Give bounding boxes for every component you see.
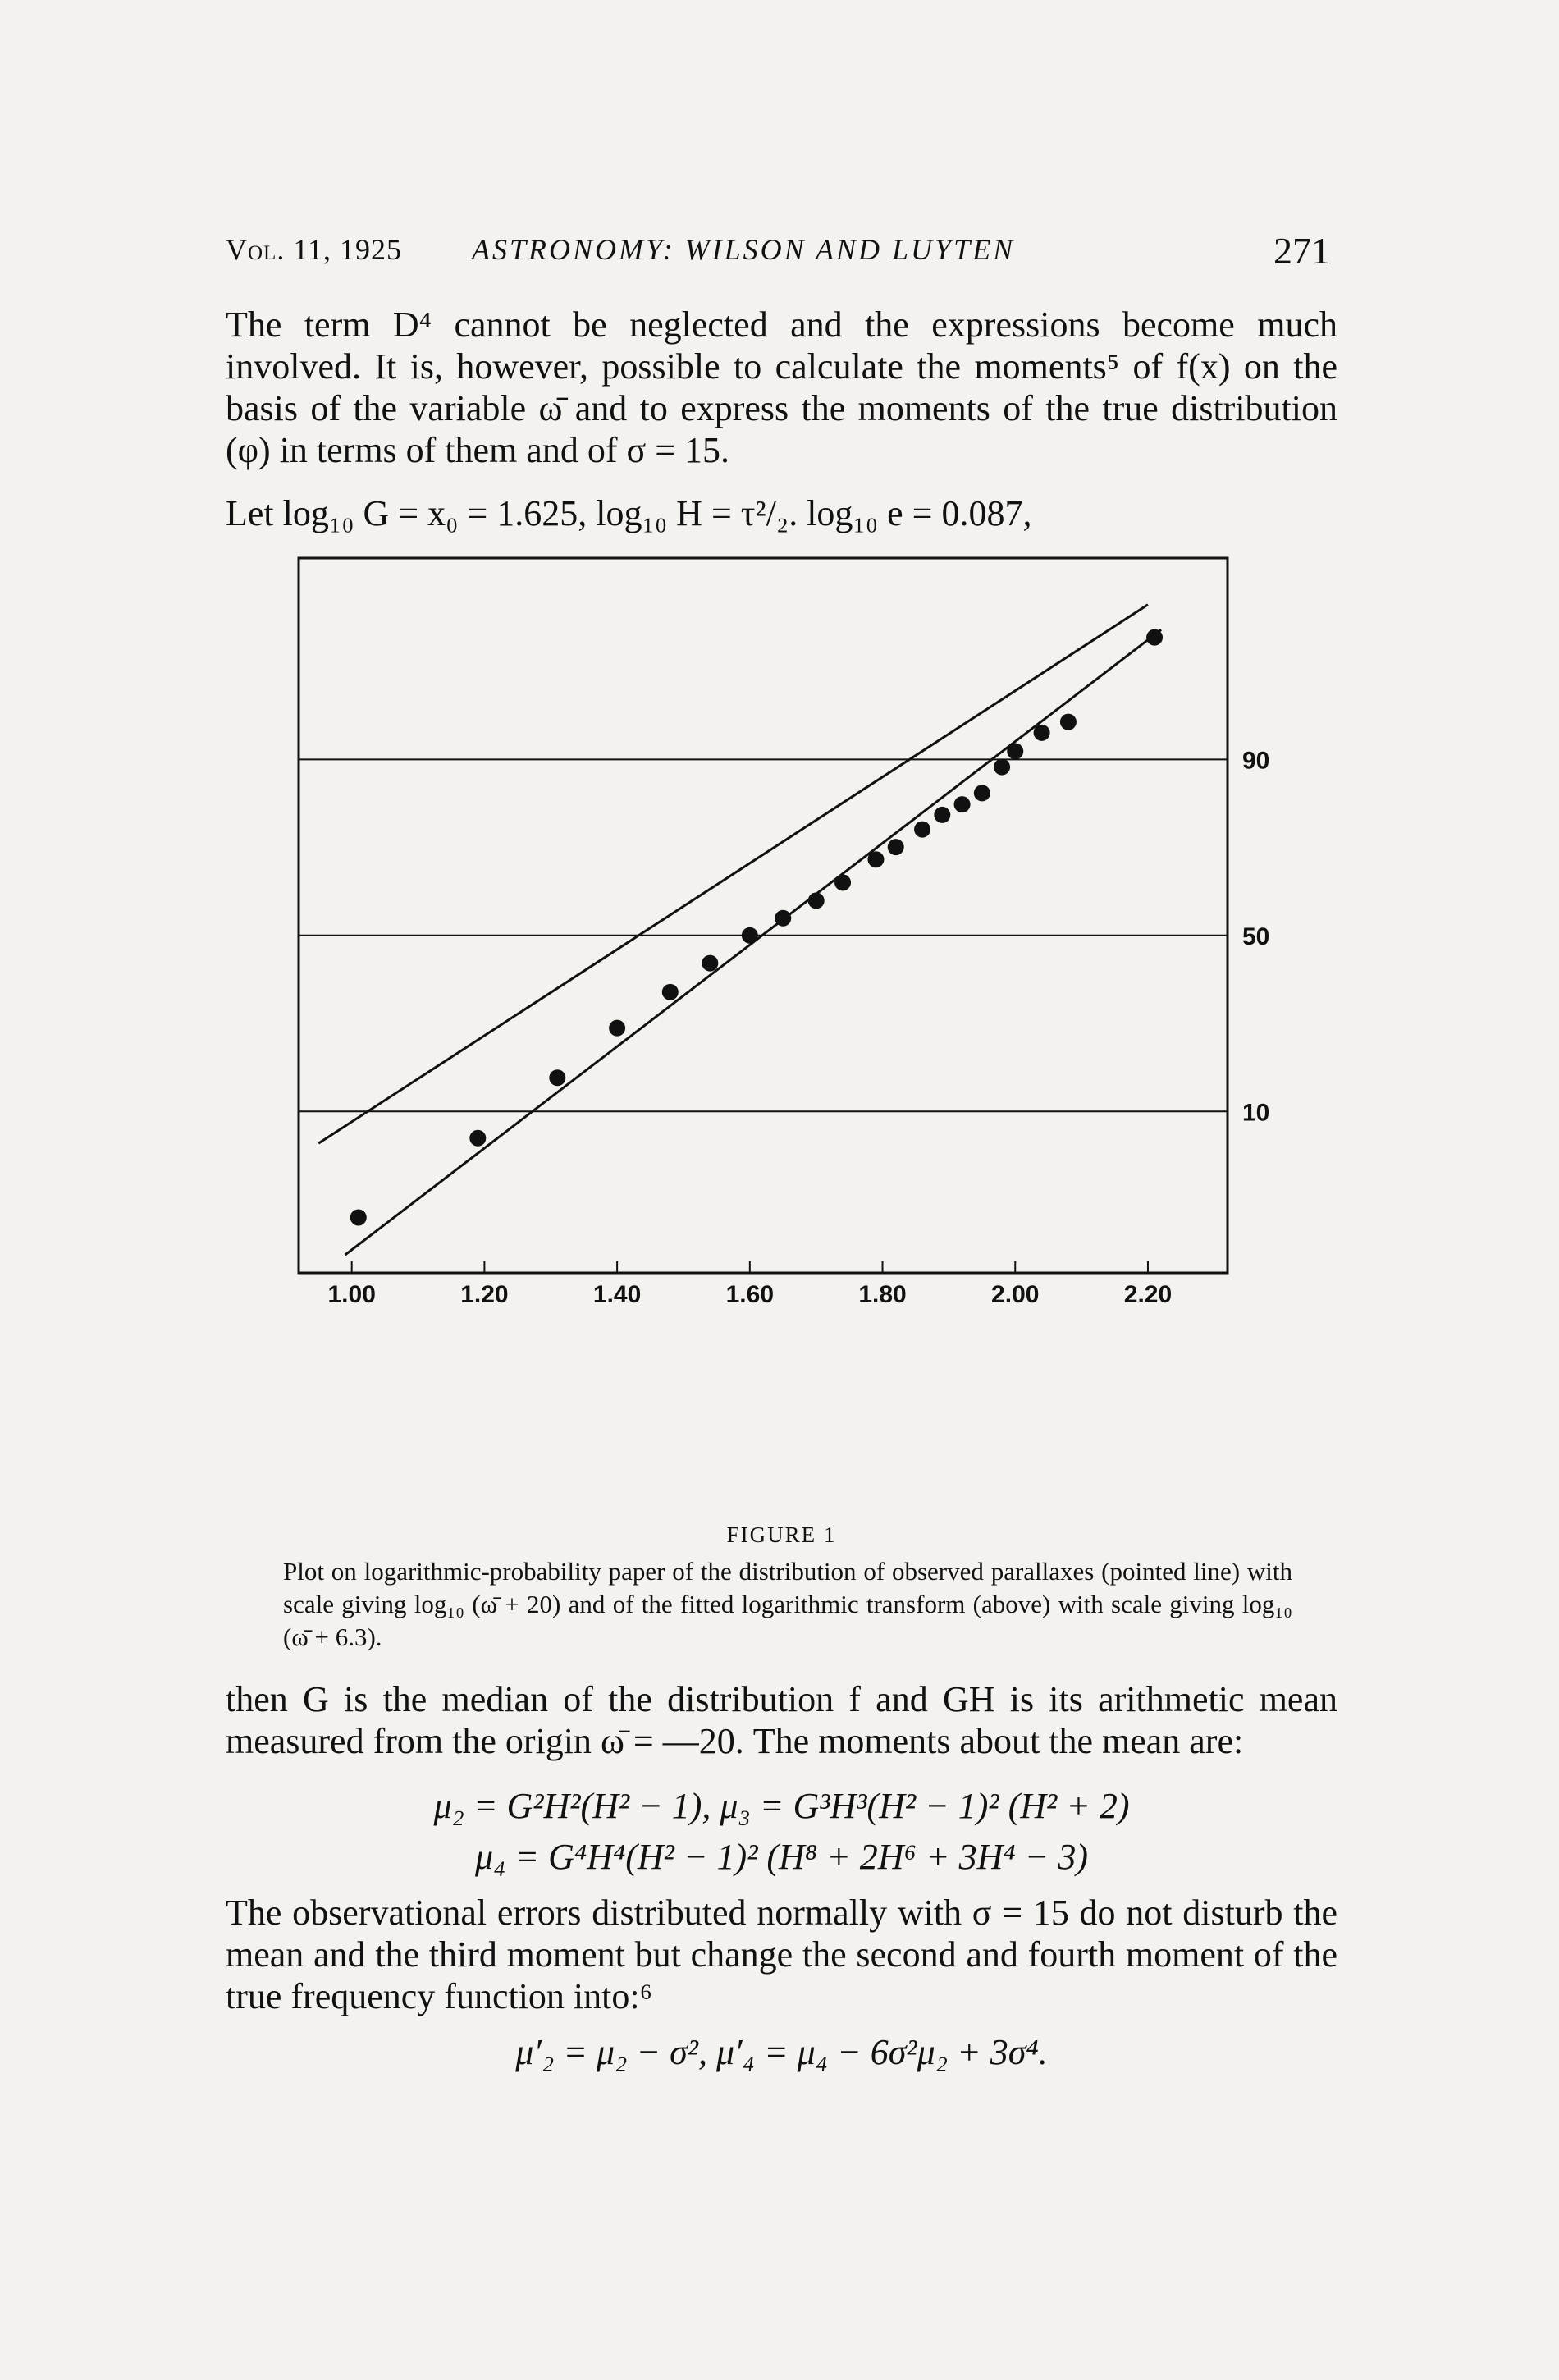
figure-1 xyxy=(287,550,1346,1371)
data-point-11 xyxy=(867,851,884,867)
data-point-4 xyxy=(609,1020,625,1037)
figure-caption xyxy=(283,1555,1292,1654)
data-point-3 xyxy=(549,1069,565,1086)
intro-paragraph xyxy=(226,304,1337,471)
probability-plot xyxy=(287,550,1346,1371)
y-tick-label-50: 50 xyxy=(1242,922,1270,950)
data-point-19 xyxy=(1034,725,1050,741)
page-number: 271 xyxy=(1273,230,1330,272)
data-point-20 xyxy=(1060,714,1077,730)
figure-label: FIGURE 1 xyxy=(726,1522,837,1547)
data-point-8 xyxy=(775,910,791,927)
median-paragraph xyxy=(226,1678,1337,1762)
data-point-16 xyxy=(974,785,990,801)
data-point-1 xyxy=(350,1209,367,1225)
data-point-9 xyxy=(808,892,825,909)
plot-frame xyxy=(299,558,1228,1273)
volume-label: Vol. 11, 1925 xyxy=(226,233,402,266)
running-header xyxy=(226,232,1333,281)
data-point-17 xyxy=(994,759,1010,776)
data-point-10 xyxy=(834,874,851,890)
x-tick-label-2.20: 2.20 xyxy=(1123,1281,1173,1308)
let-definition-line: Let log₁₀ G = x₀ = 1.625, log₁₀ H = τ²/₂. log₁₀ e = 0.087, xyxy=(226,493,1032,533)
x-tick-label-2.00: 2.00 xyxy=(991,1281,1040,1308)
x-tick-label-1.60: 1.60 xyxy=(725,1281,775,1308)
data-point-12 xyxy=(888,839,904,855)
data-point-14 xyxy=(934,807,950,823)
equation-mu2-mu3: μ₂ = G²H²(H² − 1), μ₃ = G³H³(H² − 1)² (H² + 2) xyxy=(433,1786,1130,1826)
y-tick-label-90: 90 xyxy=(1242,747,1270,775)
running-title: ASTRONOMY: WILSON AND LUYTEN xyxy=(472,233,1016,266)
y-tick-label-10: 10 xyxy=(1242,1099,1270,1127)
errors-text: The observational errors distributed normally with σ = 15 do not disturb the mean and the third moment but change the second and fourth moment of the true frequency function into:⁶ xyxy=(226,1893,1337,2016)
data-point-6 xyxy=(702,955,718,972)
data-point-7 xyxy=(742,927,758,944)
x-tick-label-1.20: 1.20 xyxy=(460,1281,509,1308)
data-point-18 xyxy=(1007,743,1023,759)
data-point-5 xyxy=(662,984,679,1000)
fitted-transform-line xyxy=(318,605,1148,1143)
data-point-15 xyxy=(954,796,971,812)
median-text: then G is the median of the distribution f and GH is its arithmetic mean measured from the origin ω̄ = —20. The moments about the mean are: xyxy=(226,1679,1337,1761)
intro-text: The term D⁴ cannot be neglected and the expressions become much involved. It is, however, possible to calculate the moments⁵ of f(x) on the basis of the variable ω̄ and to express the moments of the true distribution (φ) in terms of them and of σ = 15. xyxy=(226,304,1337,470)
x-tick-label-1.00: 1.00 xyxy=(327,1281,376,1308)
equation-corrected-moments: μ′₂ = μ₂ − σ², μ′₄ = μ₄ − 6σ²μ₂ + 3σ⁴. xyxy=(515,2032,1048,2072)
data-point-2 xyxy=(469,1130,486,1147)
data-point-13 xyxy=(914,822,930,838)
figure-caption-text: Plot on logarithmic-probability paper of the distribution of observed parallaxes (pointed line) with scale giving log₁₀ (ω̄ + 20) and of the fitted logarithmic transform (above) with scale giving log₁₀ (ω̄ + 6.3). xyxy=(283,1557,1292,1651)
x-tick-label-1.40: 1.40 xyxy=(592,1281,642,1308)
x-tick-label-1.80: 1.80 xyxy=(858,1281,907,1308)
equation-mu4: μ₄ = G⁴H⁴(H² − 1)² (H⁸ + 2H⁶ + 3H⁴ − 3) xyxy=(475,1837,1088,1877)
data-point-21 xyxy=(1146,629,1163,646)
errors-paragraph xyxy=(226,1892,1337,2017)
